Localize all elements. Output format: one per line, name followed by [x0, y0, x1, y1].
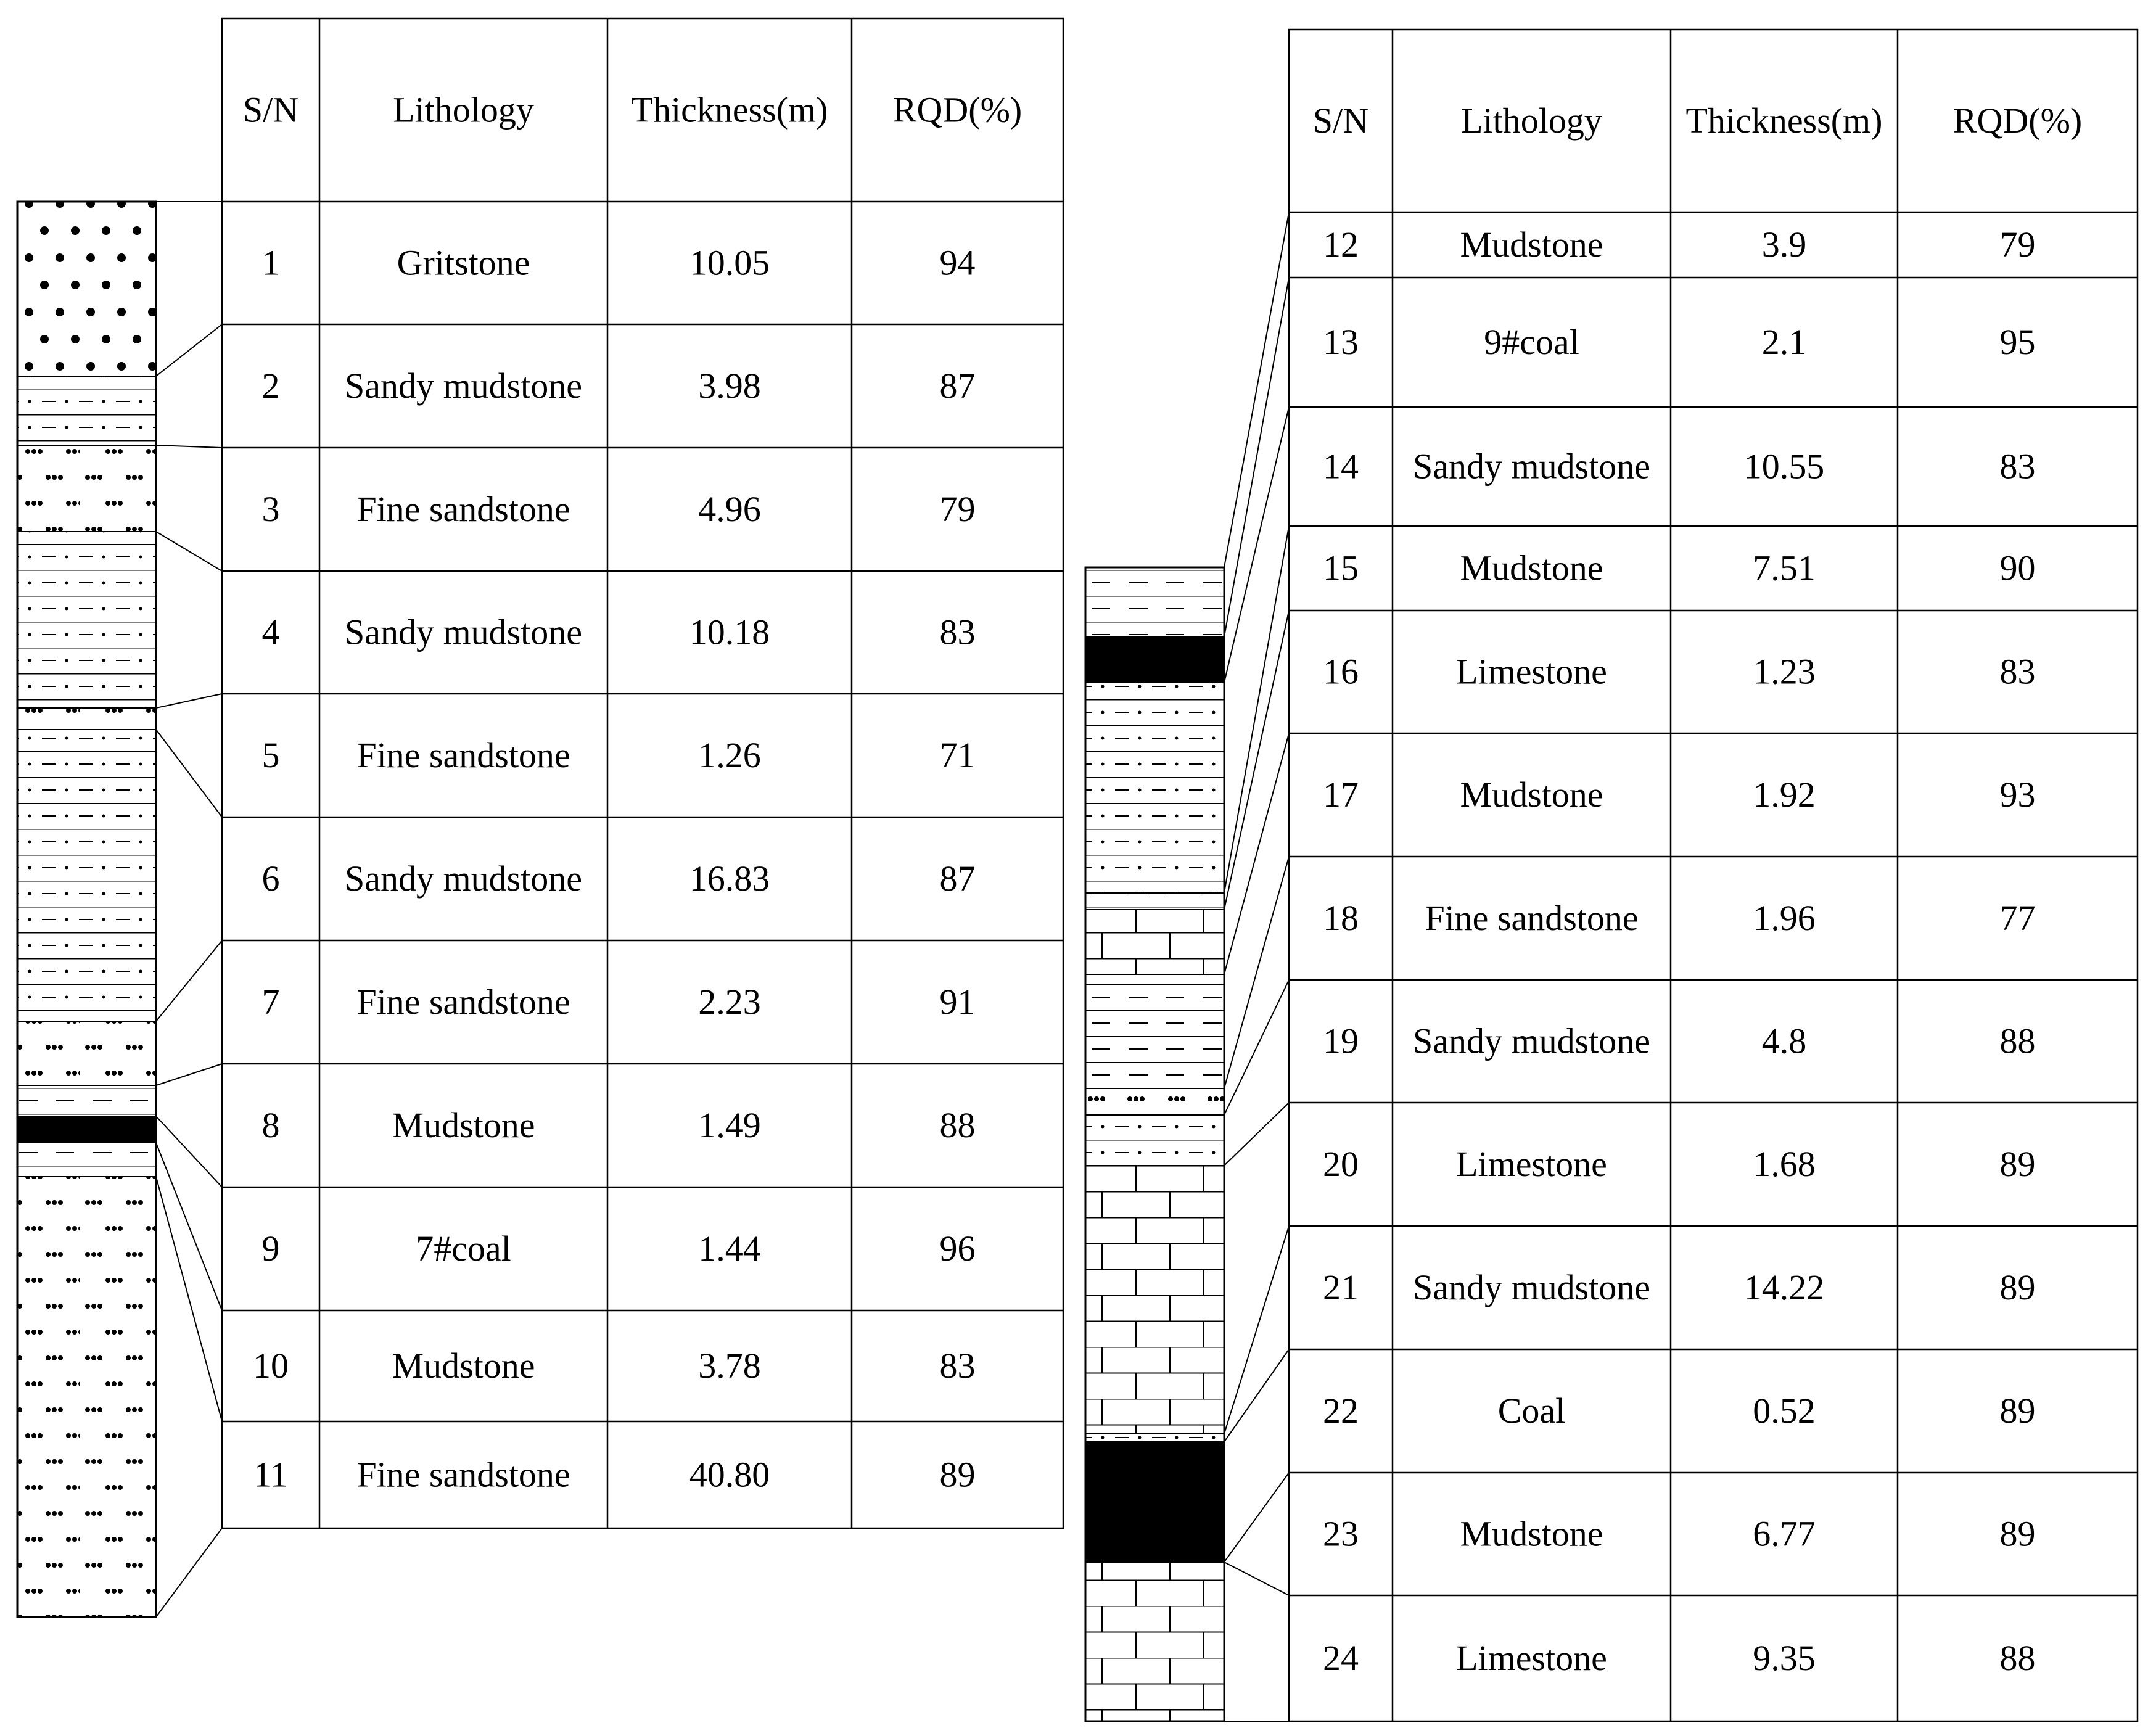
- cell-sn: 13: [1323, 322, 1359, 363]
- cell-rqd: 94: [939, 242, 976, 283]
- cell-lithology: Fine sandstone: [356, 735, 570, 776]
- cell-sn: 12: [1323, 224, 1359, 265]
- left-column-layer: [17, 1177, 156, 1617]
- table-row: [1323, 1514, 2036, 1554]
- cell-sn: 10: [253, 1346, 289, 1386]
- table-row: [1323, 652, 2036, 692]
- cell-lithology: Fine sandstone: [1425, 898, 1639, 939]
- table-row: [1323, 1021, 2036, 1061]
- right-column-layer: [1085, 1434, 1224, 1442]
- cell-lithology: Fine sandstone: [356, 1454, 570, 1495]
- right-connector-line: [1224, 611, 1289, 910]
- cell-thickness: 3.78: [698, 1346, 761, 1386]
- right-column-layer: [1085, 893, 1224, 910]
- right-connector-line: [1224, 1473, 1289, 1562]
- cell-thickness: 1.26: [698, 735, 761, 776]
- cell-sn: 1: [261, 242, 280, 283]
- table-row: [262, 858, 976, 899]
- right-column-layer: [1085, 683, 1224, 893]
- cell-rqd: 87: [939, 366, 976, 406]
- cell-rqd: 71: [939, 735, 976, 776]
- right-header-thickness: Thickness(m): [1685, 101, 1883, 141]
- table-row: [262, 243, 976, 283]
- cell-sn: 21: [1323, 1267, 1359, 1308]
- right-column-layer: [1085, 974, 1224, 1088]
- right-column-layer: [1085, 1442, 1224, 1562]
- cell-thickness: 4.8: [1761, 1021, 1807, 1061]
- right-connector-line: [1224, 733, 1289, 974]
- cell-rqd: 79: [939, 489, 976, 530]
- cell-lithology: Sandy mudstone: [1412, 446, 1651, 487]
- table-row: [1323, 775, 2036, 815]
- cell-thickness: 10.18: [689, 612, 770, 652]
- cell-lithology: Fine sandstone: [356, 489, 570, 530]
- cell-sn: 5: [261, 735, 280, 776]
- cell-rqd: 93: [1999, 775, 2036, 815]
- left-column-layer: [17, 532, 156, 708]
- cell-lithology: Mudstone: [1460, 1513, 1603, 1554]
- cell-thickness: 10.55: [1743, 446, 1825, 487]
- cell-thickness: 0.52: [1753, 1391, 1816, 1431]
- right-column-layer: [1085, 567, 1224, 637]
- cell-lithology: Mudstone: [1460, 775, 1603, 815]
- left-connector-line: [156, 694, 222, 708]
- right-header-lithology: Lithology: [1461, 101, 1602, 141]
- left-column-layer: [17, 376, 156, 445]
- left-header-lithology: Lithology: [393, 89, 534, 130]
- cell-thickness: 1.96: [1753, 898, 1816, 939]
- cell-sn: 6: [261, 858, 280, 899]
- cell-rqd: 83: [939, 1346, 976, 1386]
- table-row: [262, 489, 976, 529]
- right-stratigraphic-column: [1085, 567, 1224, 1721]
- right-connector-line: [1224, 857, 1289, 1088]
- cell-thickness: 1.49: [698, 1105, 761, 1146]
- cell-rqd: 83: [939, 612, 976, 652]
- cell-thickness: 16.83: [689, 858, 770, 899]
- table-row: [262, 982, 976, 1022]
- cell-rqd: 89: [1999, 1267, 2036, 1308]
- right-column-layer: [1085, 1088, 1224, 1115]
- table-row: [253, 1455, 975, 1495]
- cell-lithology: 7#coal: [416, 1228, 511, 1269]
- table-row: [1323, 322, 2036, 362]
- table-row: [262, 612, 976, 652]
- cell-lithology: Mudstone: [1460, 548, 1603, 588]
- cell-thickness: 14.22: [1743, 1267, 1825, 1308]
- cell-thickness: 1.92: [1753, 775, 1816, 815]
- table-row: [1323, 224, 2036, 265]
- left-column-layer: [17, 1085, 156, 1116]
- cell-lithology: Limestone: [1456, 1638, 1607, 1679]
- cell-rqd: 87: [939, 858, 976, 899]
- table-row: [262, 735, 976, 775]
- left-connector-line: [156, 1528, 222, 1617]
- right-column-layer: [1085, 1166, 1224, 1434]
- cell-sn: 4: [261, 612, 280, 652]
- left-column-layer: [17, 1021, 156, 1085]
- cell-sn: 18: [1323, 898, 1359, 939]
- cell-rqd: 77: [1999, 898, 2036, 939]
- cell-rqd: 89: [939, 1454, 976, 1495]
- cell-thickness: 9.35: [1753, 1638, 1816, 1679]
- cell-rqd: 89: [1999, 1144, 2036, 1185]
- left-connector-line: [156, 1064, 222, 1085]
- right-connector-line: [1224, 1562, 1289, 1595]
- right-column-layer: [1085, 1115, 1224, 1166]
- table-row: [262, 366, 976, 406]
- cell-thickness: 10.05: [689, 242, 770, 283]
- cell-sn: 2: [261, 366, 280, 406]
- right-connector-line: [1224, 212, 1289, 567]
- left-table-border: [222, 19, 1063, 1528]
- table-row: [1323, 898, 2036, 938]
- cell-sn: 23: [1323, 1513, 1359, 1554]
- cell-lithology: Mudstone: [1460, 224, 1603, 265]
- cell-thickness: 3.9: [1761, 224, 1807, 265]
- cell-thickness: 1.68: [1753, 1144, 1816, 1185]
- right-connector-line: [1224, 980, 1289, 1115]
- left-column-layer: [17, 202, 156, 376]
- right-connector-line: [1224, 407, 1289, 683]
- cell-lithology: Sandy mudstone: [344, 612, 583, 652]
- table-row: [1323, 1638, 2036, 1678]
- cell-lithology: Sandy mudstone: [1412, 1021, 1651, 1061]
- cell-sn: 19: [1323, 1021, 1359, 1061]
- left-connector-line: [156, 532, 222, 571]
- right-header-rqd: RQD(%): [1953, 101, 2083, 141]
- left-column-layer: [17, 730, 156, 1021]
- right-column-layer: [1085, 910, 1224, 974]
- cell-sn: 14: [1323, 446, 1359, 487]
- left-connector-line: [156, 324, 222, 376]
- table-row: [1323, 1144, 2036, 1184]
- table-row: [262, 1105, 976, 1145]
- cell-rqd: 91: [939, 982, 976, 1022]
- cell-lithology: 9#coal: [1484, 322, 1579, 363]
- cell-rqd: 83: [1999, 446, 2036, 487]
- right-connector-line: [1224, 1226, 1289, 1434]
- left-connector-line: [156, 1116, 222, 1187]
- left-data-table: [222, 19, 1063, 1528]
- cell-rqd: 95: [1999, 322, 2036, 363]
- cell-thickness: 1.44: [698, 1228, 761, 1269]
- right-header-sn: S/N: [1312, 101, 1369, 141]
- cell-rqd: 90: [1999, 548, 2036, 588]
- cell-sn: 9: [261, 1228, 280, 1269]
- cell-lithology: Fine sandstone: [356, 982, 570, 1022]
- cell-rqd: 88: [1999, 1021, 2036, 1061]
- cell-lithology: Mudstone: [392, 1346, 535, 1386]
- cell-lithology: Sandy mudstone: [1412, 1267, 1651, 1308]
- cell-lithology: Sandy mudstone: [344, 366, 583, 406]
- cell-sn: 17: [1323, 775, 1359, 815]
- cell-thickness: 3.98: [698, 366, 761, 406]
- left-connector-line: [156, 445, 222, 448]
- right-data-table: [1289, 30, 2138, 1721]
- cell-thickness: 6.77: [1753, 1513, 1816, 1554]
- right-connector-lines: [1224, 212, 1289, 1721]
- cell-rqd: 83: [1999, 651, 2036, 692]
- cell-rqd: 88: [939, 1105, 976, 1146]
- cell-lithology: Sandy mudstone: [344, 858, 583, 899]
- left-column-layer: [17, 708, 156, 730]
- cell-lithology: Limestone: [1456, 1144, 1607, 1185]
- cell-rqd: 79: [1999, 224, 2036, 265]
- cell-thickness: 2.23: [698, 982, 761, 1022]
- left-column-layer: [17, 1143, 156, 1177]
- table-row: [262, 1228, 976, 1269]
- cell-sn: 8: [261, 1105, 280, 1146]
- cell-rqd: 96: [939, 1228, 976, 1269]
- cell-thickness: 7.51: [1753, 548, 1816, 588]
- table-row: [1323, 1267, 2036, 1307]
- cell-rqd: 89: [1999, 1513, 2036, 1554]
- cell-sn: 11: [253, 1454, 288, 1495]
- cell-thickness: 4.96: [698, 489, 761, 530]
- left-header-rqd: RQD(%): [892, 89, 1023, 130]
- right-connector-line: [1224, 1349, 1289, 1442]
- cell-lithology: Gritstone: [397, 242, 530, 283]
- right-table-border: [1289, 30, 2138, 1721]
- right-connector-line: [1224, 1103, 1289, 1166]
- cell-sn: 22: [1323, 1391, 1359, 1431]
- left-header-thickness: Thickness(m): [631, 89, 828, 130]
- cell-sn: 24: [1323, 1638, 1359, 1679]
- left-connector-line: [156, 1143, 222, 1310]
- left-connector-line: [156, 730, 222, 817]
- cell-sn: 3: [261, 489, 280, 530]
- cell-thickness: 1.23: [1753, 651, 1816, 692]
- left-stratigraphic-column: [17, 202, 156, 1617]
- table-row: [1323, 446, 2036, 487]
- left-column-layer: [17, 1116, 156, 1143]
- cell-rqd: 89: [1999, 1391, 2036, 1431]
- cell-rqd: 88: [1999, 1638, 2036, 1679]
- cell-thickness: 2.1: [1761, 322, 1807, 363]
- left-connector-line: [156, 1177, 222, 1421]
- left-header-sn: S/N: [242, 89, 299, 130]
- table-row: [1323, 548, 2036, 588]
- table-row: [253, 1346, 976, 1386]
- cell-lithology: Coal: [1497, 1391, 1566, 1431]
- cell-sn: 16: [1323, 651, 1359, 692]
- right-column-layer: [1085, 1562, 1224, 1721]
- cell-lithology: Mudstone: [392, 1105, 535, 1146]
- cell-lithology: Limestone: [1456, 651, 1607, 692]
- cell-sn: 20: [1323, 1144, 1359, 1185]
- left-connector-lines: [156, 202, 222, 1617]
- left-column-layer: [17, 445, 156, 532]
- right-column-layer: [1085, 637, 1224, 683]
- cell-sn: 7: [261, 982, 280, 1022]
- cell-sn: 15: [1323, 548, 1359, 588]
- table-row: [1323, 1391, 2036, 1431]
- left-connector-line: [156, 940, 222, 1021]
- cell-thickness: 40.80: [689, 1454, 770, 1495]
